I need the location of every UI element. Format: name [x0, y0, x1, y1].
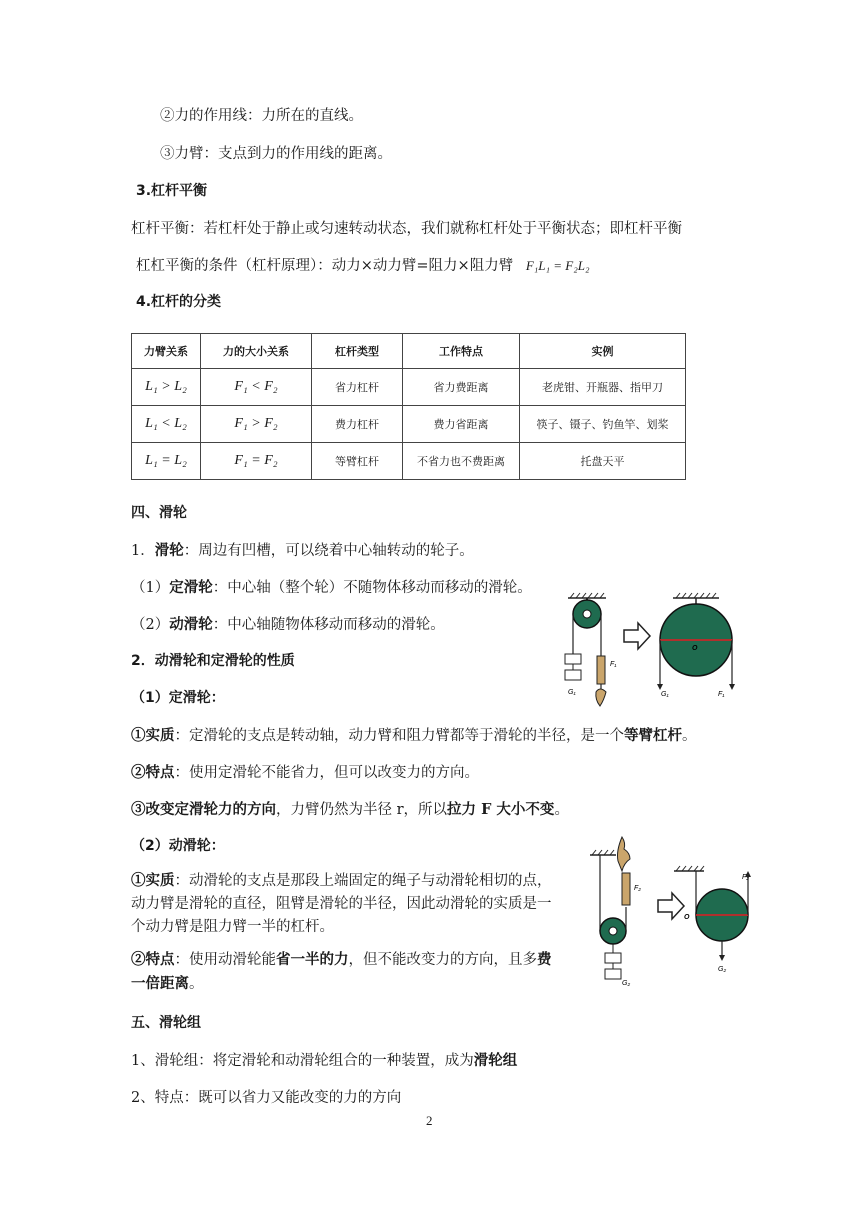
- table-cell: F₁ < F₂: [201, 369, 312, 406]
- fixed-pulley-definition: （1）定滑轮：中心轴（整个轮）不随物体移动而移动的滑轮。: [131, 579, 532, 596]
- fixed-pulley-figure: [560, 592, 740, 710]
- movable-pulley-essence: ①实质：动滑轮的支点是那段上端固定的绳子与动滑轮相切的点，动力臂是滑轮的直径，阻臂是滑轮的半径，因此动滑轮的实质是一个动力臂是阻力臂一半的杠杆。: [131, 872, 552, 935]
- table-cell: F₁ > F₂: [201, 406, 312, 443]
- table-header: 力臂关系: [132, 334, 201, 369]
- heading-pulley-properties: 2．动滑轮和定滑轮的性质: [131, 653, 295, 669]
- table-row: [132, 369, 686, 406]
- pulley-block-definition: 1、滑轮组：将定滑轮和动滑轮组合的一种装置，成为滑轮组: [131, 1052, 518, 1069]
- heading-pulley: 四、滑轮: [131, 505, 187, 521]
- figure-label: F₁: [610, 661, 617, 668]
- figure-label: F₂: [742, 874, 749, 881]
- table-cell: 托盘天平: [520, 443, 686, 480]
- table-row: [132, 406, 686, 443]
- table-cell: F₁ = F₂: [201, 443, 312, 480]
- figure-label: O: [684, 914, 690, 921]
- heading-fixed-pulley: （1）定滑轮：: [131, 690, 225, 706]
- table-header: 工作特点: [403, 334, 520, 369]
- figure-label: F₂: [634, 885, 641, 892]
- figure-label: G₁: [568, 689, 576, 696]
- table-cell: 不省力也不费距离: [403, 443, 520, 480]
- movable-pulley-figure: [586, 835, 776, 989]
- table-header-row: [132, 334, 686, 369]
- lever-classification-table: [131, 333, 686, 480]
- movable-pulley-feature: ②特点：使用动滑轮能省一半的力，但不能改变力的方向，且多费一倍距离。: [131, 951, 552, 992]
- table-cell: 省力杠杆: [312, 369, 403, 406]
- fixed-pulley-feature: ②特点：使用定滑轮不能省力，但可以改变力的方向。: [131, 764, 479, 781]
- balance-formula: F₁L₁ = F₂L₂: [525, 258, 590, 273]
- arm-text: ③力臂：支点到力的作用线的距离。: [160, 146, 392, 162]
- balance-condition: 杠杠平衡的条件（杠杆原理）：动力×动力臂=阻力×阻力臂 F₁L₁ = F₂L₂: [136, 258, 590, 274]
- fixed-pulley-direction: ③改变定滑轮力的方向，力臂仍然为半径 r，所以拉力 F 大小不变。: [131, 801, 569, 818]
- pulley-block-feature: 2、特点：既可以省力又能改变的力的方向: [131, 1090, 402, 1106]
- table-cell: 费力省距离: [403, 406, 520, 443]
- movable-pulley-definition: （2）动滑轮：中心轴随物体移动而移动的滑轮。: [131, 616, 445, 633]
- table-cell: L₁ = L₂: [132, 443, 201, 480]
- figure-label: F₁: [718, 691, 725, 698]
- figure-label: G₁: [661, 691, 669, 698]
- heading-lever-balance: 3.杠杆平衡: [136, 183, 208, 199]
- table-cell: 老虎钳、开瓶器、指甲刀: [520, 369, 686, 406]
- table-header: 力的大小关系: [201, 334, 312, 369]
- table-cell: L₁ < L₂: [132, 406, 201, 443]
- table-row: [132, 443, 686, 480]
- table-cell: 等臂杠杆: [312, 443, 403, 480]
- table-cell: 省力费距离: [403, 369, 520, 406]
- figure-label: G₂: [622, 980, 631, 987]
- page-number: 2: [426, 1113, 433, 1128]
- heading-movable-pulley: （2）动滑轮：: [131, 838, 225, 854]
- arrow-right-icon: [624, 623, 650, 649]
- heading-lever-classification: 4.杠杆的分类: [136, 294, 222, 310]
- arm-line-text: ②力的作用线：力所在的直线。: [160, 108, 363, 124]
- table-header: 杠杆类型: [312, 334, 403, 369]
- table-cell: 筷子、镊子、钓鱼竿、划桨: [520, 406, 686, 443]
- fixed-pulley-essence: ①实质：定滑轮的支点是转动轴，动力臂和阻力臂都等于滑轮的半径，是一个等臂杠杆。: [131, 727, 697, 744]
- heading-pulley-block: 五、滑轮组: [131, 1015, 201, 1031]
- pulley-definition: 1．滑轮：周边有凹槽，可以绕着中心轴转动的轮子。: [131, 542, 474, 559]
- table-header: 实例: [520, 334, 686, 369]
- table-cell: 费力杠杆: [312, 406, 403, 443]
- balance-definition: 杠杆平衡：若杠杆处于静止或匀速转动状态，我们就称杠杆处于平衡状态；即杠杆平衡: [131, 221, 682, 237]
- table-cell: L₁ > L₂: [132, 369, 201, 406]
- figure-label: O: [692, 645, 698, 652]
- arrow-right-icon: [658, 893, 684, 919]
- figure-label: G₂: [718, 966, 727, 973]
